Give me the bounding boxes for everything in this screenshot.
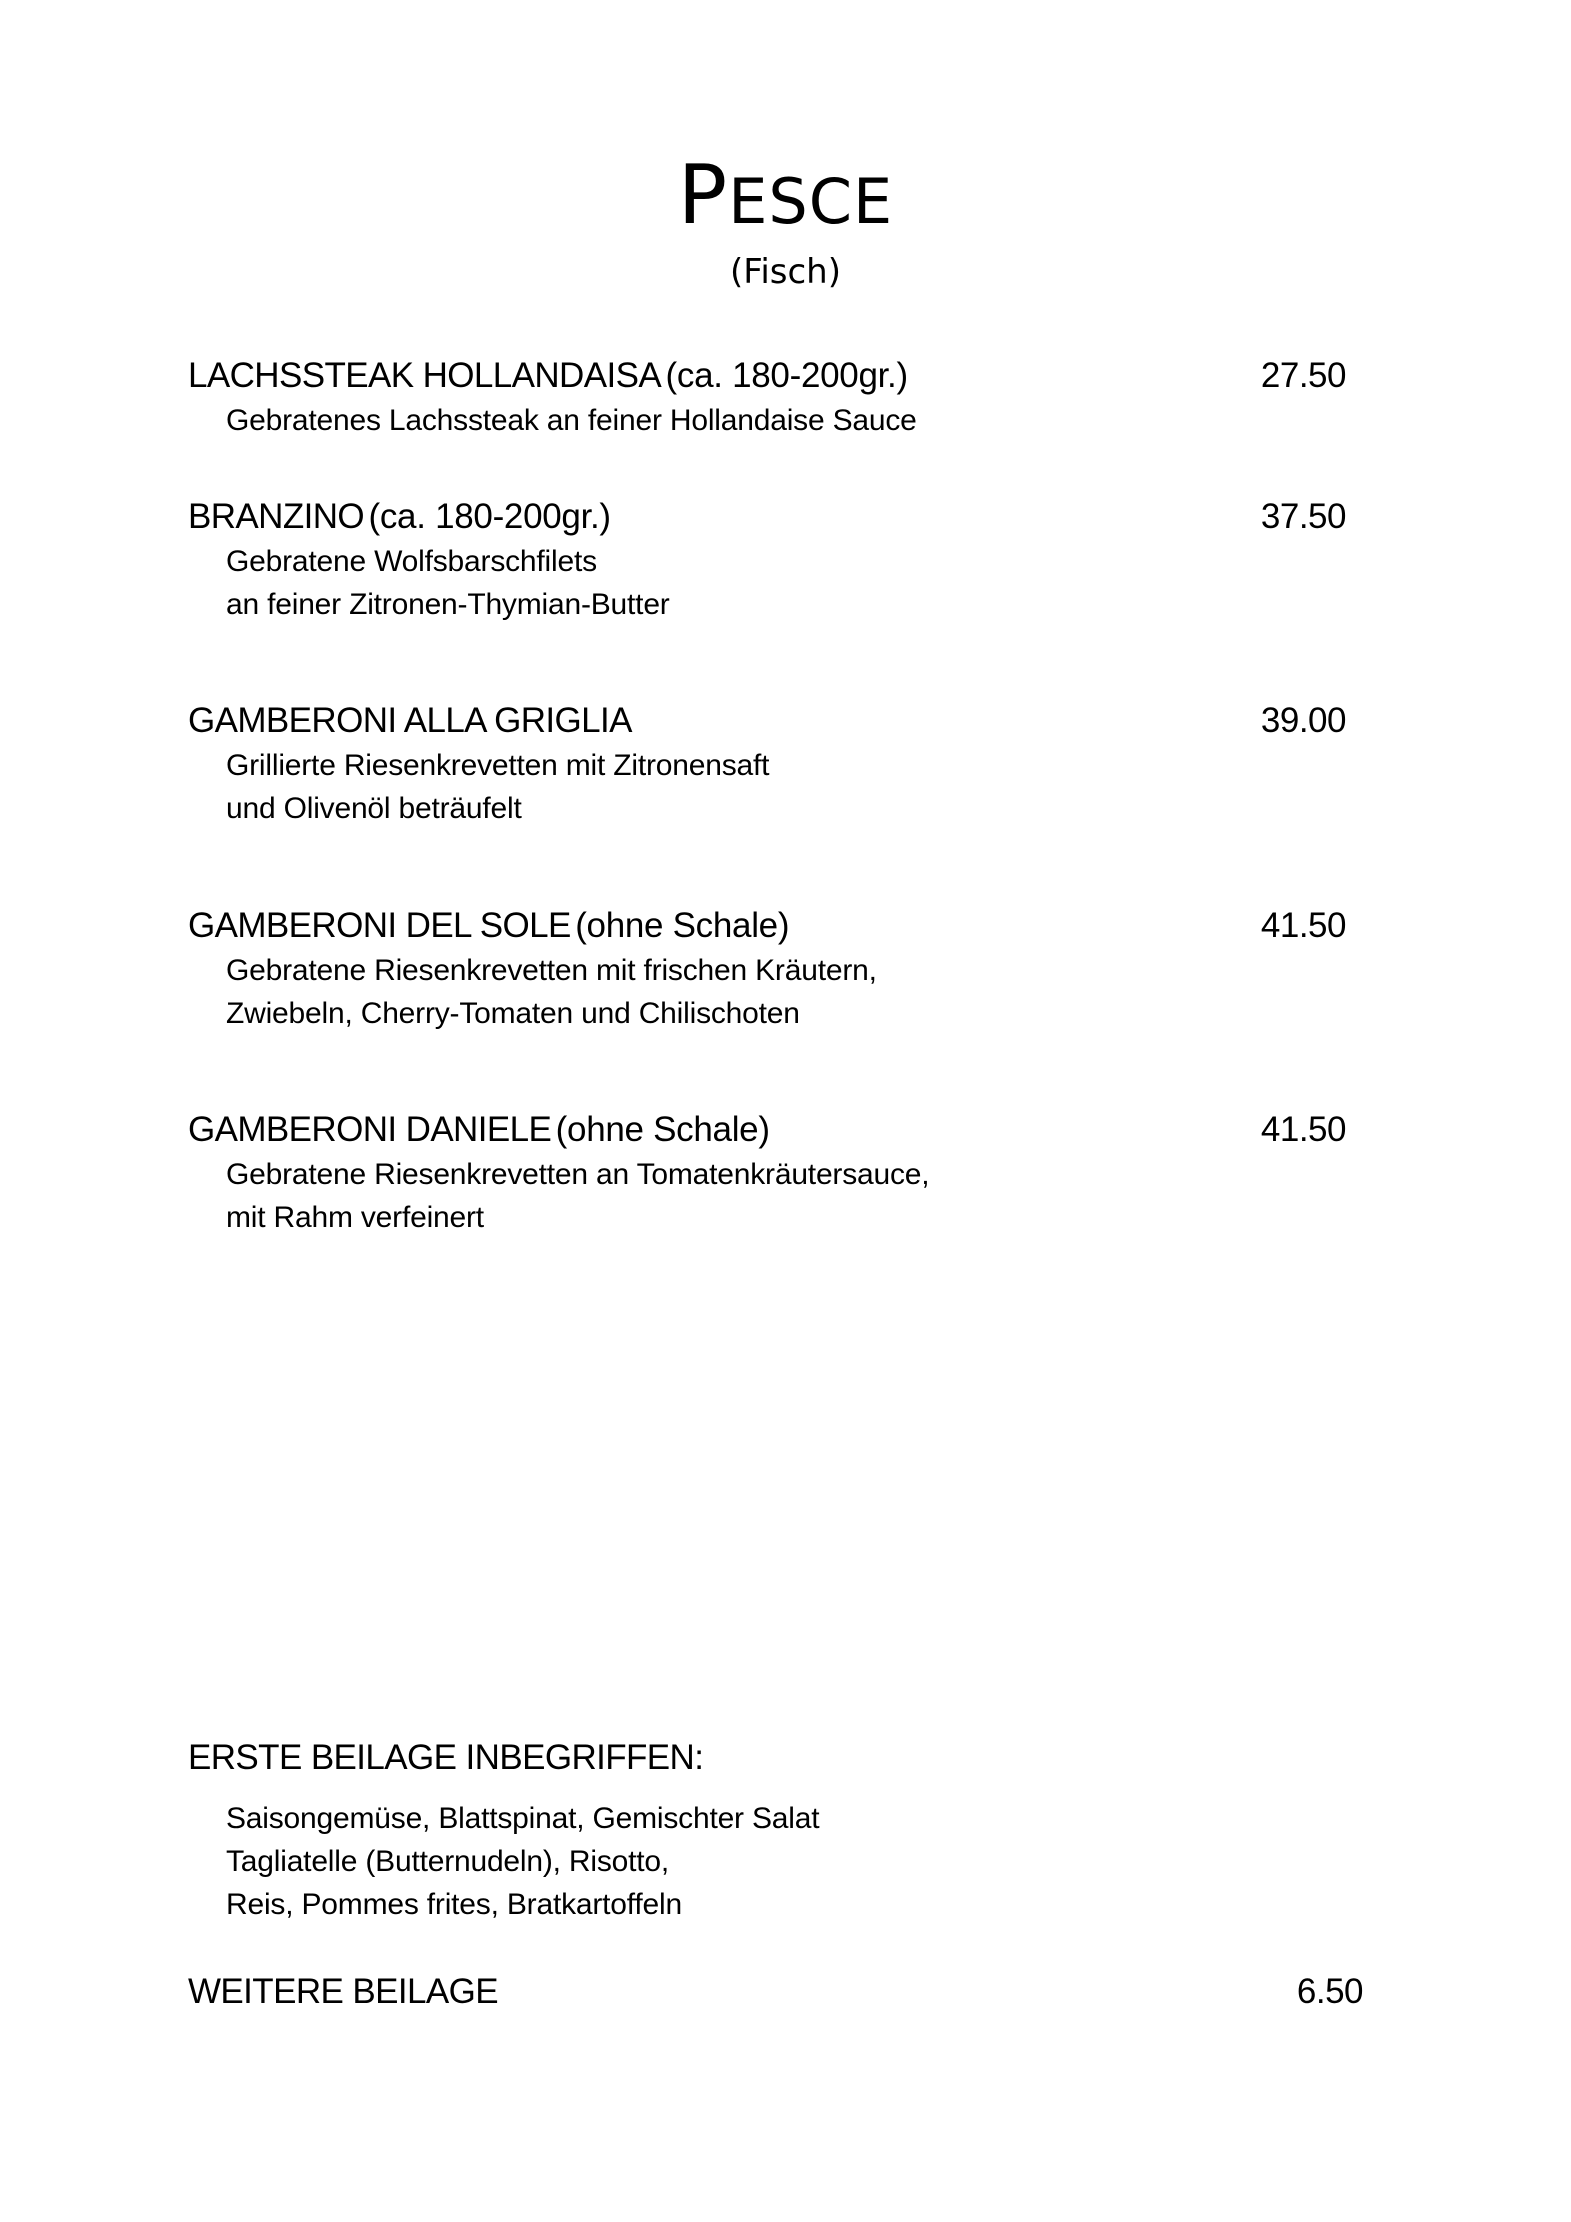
menu-item-description: Zwiebeln, Cherry-Tomaten und Chilischoten (226, 997, 800, 1030)
menu-item-name: GAMBERONI DANIELE (188, 1110, 552, 1149)
page-title-initial: P (677, 148, 729, 243)
side-dish-list (226, 1797, 819, 1926)
menu-item-name: GAMBERONI DEL SOLE (188, 906, 571, 945)
extra-side-dish-name: WEITERE BEILAGE (188, 1972, 498, 2011)
menu-item-price: 37.50 (1260, 497, 1346, 536)
menu-item (188, 903, 1358, 1035)
menu-item-header (188, 698, 1358, 744)
side-dish-heading: ERSTE BEILAGE INBEGRIFFEN: (188, 1738, 704, 1777)
menu-item-price: 27.50 (1260, 356, 1346, 395)
menu-item-description: mit Rahm verfeinert (226, 1201, 484, 1234)
menu-item-header (188, 1107, 1358, 1153)
menu-item-description: Gebratene Riesenkrevetten mit frischen Kräutern, (226, 954, 877, 987)
menu-item (188, 353, 1358, 442)
menu-item-header (188, 903, 1358, 949)
page-title (0, 150, 1571, 248)
side-dish-line: Reis, Pommes frites, Bratkartoffeln (226, 1888, 682, 1921)
menu-item-header (188, 494, 1358, 540)
menu-item-price: 41.50 (1260, 1110, 1346, 1149)
menu-item-description: Gebratene Wolfsbarschfilets (226, 545, 597, 578)
menu-item-name: GAMBERONI ALLA GRIGLIA (188, 701, 632, 740)
menu-item-description: Grillierte Riesenkrevetten mit Zitronensaft (226, 749, 770, 782)
menu-item-note: (ohne Schale) (575, 906, 790, 945)
menu-item-description: und Olivenöl beträufelt (226, 792, 522, 825)
extra-side-dish-price: 6.50 (1296, 1972, 1363, 2011)
menu-item-description: Gebratenes Lachssteak an feiner Hollandaise Sauce (226, 404, 917, 437)
side-dish-line: Tagliatelle (Butternudeln), Risotto, (226, 1845, 670, 1878)
menu-item-header (188, 353, 1358, 399)
menu-item (188, 494, 1358, 626)
menu-item-description: an feiner Zitronen-Thymian-Butter (226, 588, 670, 621)
menu-item-description: Gebratene Riesenkrevetten an Tomatenkräutersauce, (226, 1158, 930, 1191)
page-subtitle: (Fisch) (729, 252, 841, 292)
menu-item-name: LACHSSTEAK HOLLANDAISA (188, 356, 662, 395)
menu-item-name: BRANZINO (188, 497, 365, 536)
menu-item (188, 698, 1358, 830)
menu-item (188, 1107, 1358, 1239)
menu-item-note: (ca. 180-200gr.) (368, 497, 611, 536)
menu-item-price: 41.50 (1260, 906, 1346, 945)
menu-item-note: (ca. 180-200gr.) (665, 356, 908, 395)
menu-item-price: 39.00 (1260, 701, 1346, 740)
side-dish-line: Saisongemüse, Blattspinat, Gemischter Salat (226, 1802, 820, 1835)
page-title-rest: ESCE (728, 165, 894, 238)
menu-item-note: (ohne Schale) (555, 1110, 770, 1149)
extra-side-dish (188, 1969, 1363, 2015)
